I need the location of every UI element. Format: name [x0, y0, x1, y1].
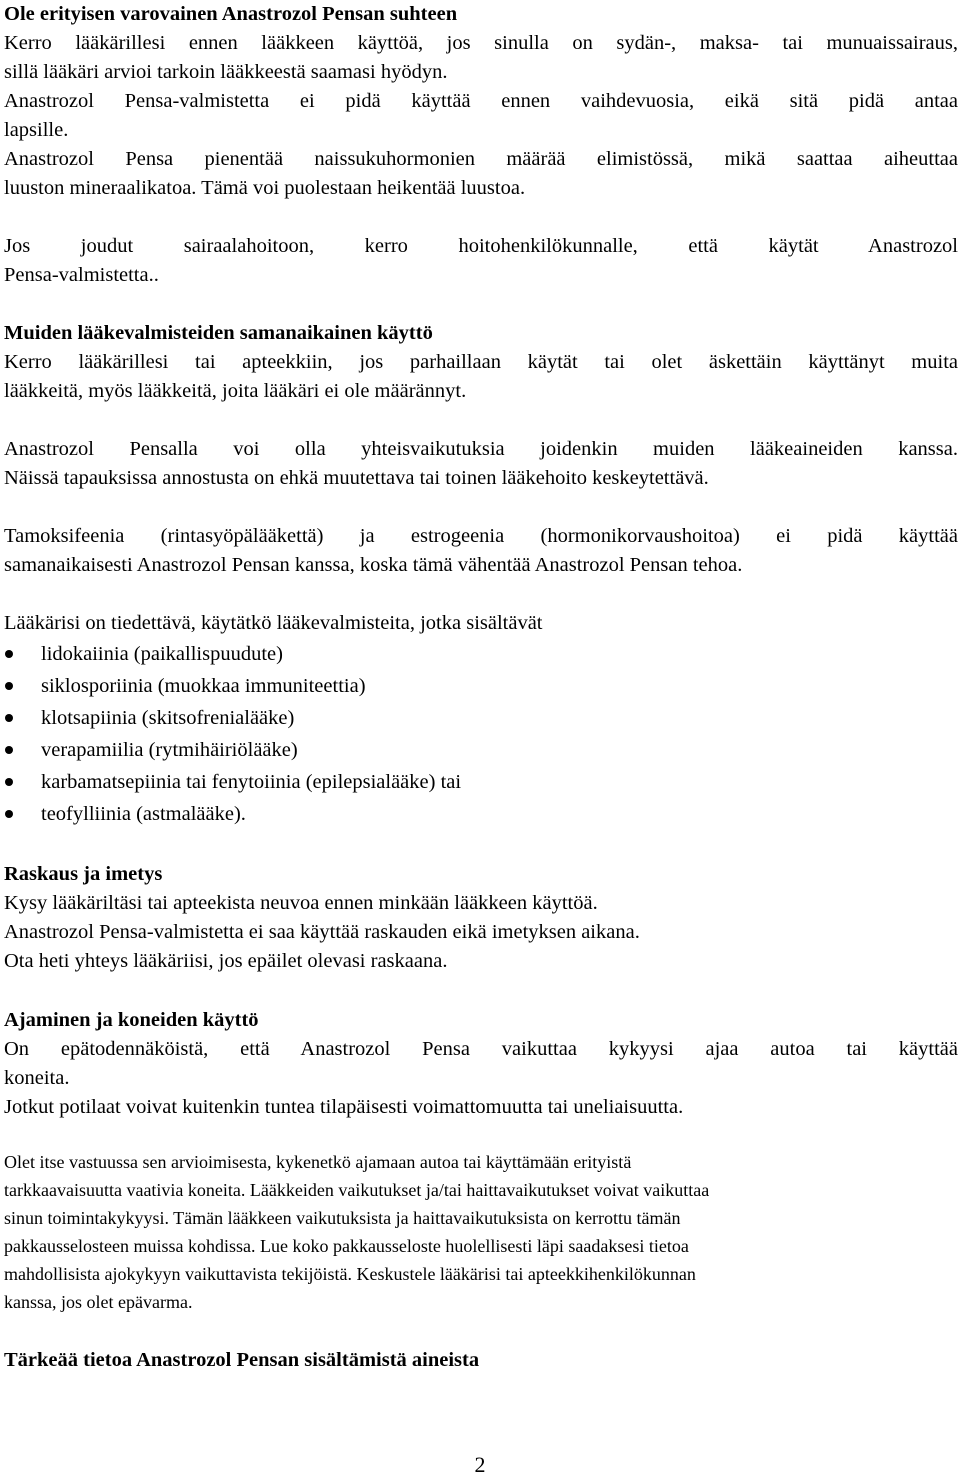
paragraph-line: Kerro lääkärillesi tai apteekkiin, jos parhaillaan käytät tai olet äskettäin käyttänyt muita [4, 351, 958, 373]
paragraph-line: lääkkeitä, myös lääkkeitä, joita lääkäri ei ole määrännyt. [4, 380, 467, 402]
section-pregnancy [4, 860, 958, 976]
list-item: karbamatsepiinia tai fenytoiinia (epilepsialääke) tai [4, 766, 958, 798]
section-heading: Muiden lääkevalmisteiden samanaikainen käyttö [4, 322, 433, 344]
paragraph-line: kanssa, jos olet epävarma. [4, 1292, 193, 1312]
paragraph-line: Tamoksifeenia (rintasyöpälääkettä) ja estrogeenia (hormonikorvaushoitoa) ei pidä käyttää [4, 525, 958, 547]
paragraph-line: tarkkaavaisuutta vaativia koneita. Lääkkeiden vaikutukset ja/tai haittavaikutukset voivat vaikuttaa [4, 1180, 710, 1200]
section-heading: Raskaus ja imetys [4, 863, 163, 885]
section-interactions [4, 319, 958, 830]
paragraph-line: mahdollisista ajokykyyn vaikuttavista tekijöistä. Keskustele lääkärisi tai apteekkihenkilökunnan [4, 1264, 696, 1284]
section-driving [4, 1006, 958, 1316]
section-ingredients [4, 1346, 958, 1375]
list-item: siklosporiinia (muokkaa immuniteettia) [4, 670, 958, 702]
paragraph-line: Jotkut potilaat voivat kuitenkin tuntea tilapäisesti voimattomuutta tai uneliaisuutta. [4, 1096, 684, 1118]
section-heading: Ole erityisen varovainen Anastrozol Pensan suhteen [4, 3, 458, 25]
bullet-icon [5, 778, 13, 786]
section-precautions [4, 0, 958, 290]
bullet-icon [5, 682, 13, 690]
paragraph-line: pakkausselosteen muissa kohdissa. Lue koko pakkausseloste huolellisesti läpi saadaksesi tietoa [4, 1236, 689, 1256]
bullet-icon [5, 650, 13, 658]
list-item: verapamiilia (rytmihäiriölääke) [4, 734, 958, 766]
paragraph-line: Jos joudut sairaalahoitoon, kerro hoitohenkilökunnalle, että käytät Anastrozol [4, 235, 958, 257]
paragraph-line: Anastrozol Pensalla voi olla yhteisvaikutuksia joidenkin muiden lääkeaineiden kanssa. [4, 438, 958, 460]
paragraph-line: Ota heti yhteys lääkäriisi, jos epäilet olevasi raskaana. [4, 950, 448, 972]
paragraph-line: Pensa-valmistetta.. [4, 264, 159, 286]
bullet-icon [5, 810, 13, 818]
paragraph-line: Olet itse vastuussa sen arvioimisesta, kykenetkö ajamaan autoa tai käyttämään erityistä [4, 1152, 632, 1172]
paragraph-line: Anastrozol Pensa-valmistetta ei pidä käyttää ennen vaihdevuosia, eikä sitä pidä antaa [4, 90, 958, 112]
list-item: lidokaiinia (paikallispuudute) [4, 638, 958, 670]
section-heading: Tärkeää tietoa Anastrozol Pensan sisältämistä aineista [4, 1349, 480, 1371]
paragraph-line: Anastrozol Pensa-valmistetta ei saa käyttää raskauden eikä imetyksen aikana. [4, 921, 640, 943]
page-number: 2 [474, 1452, 486, 1477]
paragraph-line: koneita. [4, 1067, 70, 1089]
paragraph-line: samanaikaisesti Anastrozol Pensan kanssa, koska tämä vähentää Anastrozol Pensan tehoa. [4, 554, 743, 576]
list-intro: Lääkärisi on tiedettävä, käytätkö lääkevalmisteita, jotka sisältävät [4, 612, 543, 634]
paragraph-line: Anastrozol Pensa pienentää naissukuhormonien määrää elimistössä, mikä saattaa aiheuttaa [4, 148, 958, 170]
paragraph-line: Kerro lääkärillesi ennen lääkkeen käyttöä, jos sinulla on sydän-, maksa- tai munuaissairaus, [4, 32, 958, 54]
list-item: teofylliinia (astmalääke). [4, 798, 958, 830]
bullet-icon [5, 746, 13, 754]
paragraph-line: luuston mineraalikatoa. Tämä voi puolestaan heikentää luustoa. [4, 177, 526, 199]
paragraph-line: Näissä tapauksissa annostusta on ehkä muutettava tai toinen lääkehoito keskeytettävä. [4, 467, 709, 489]
paragraph-line: sillä lääkäri arvioi tarkoin lääkkeestä saamasi hyödyn. [4, 61, 448, 83]
paragraph-line: On epätodennäköistä, että Anastrozol Pensa vaikuttaa kykyysi ajaa autoa tai käyttää [4, 1038, 958, 1060]
paragraph-line: sinun toimintakykyysi. Tämän lääkkeen vaikutuksista ja haittavaikutuksista on kerrottu tämän [4, 1208, 681, 1228]
list-item: klotsapiinia (skitsofrenialääke) [4, 702, 958, 734]
document-page [4, 0, 958, 1375]
section-heading: Ajaminen ja koneiden käyttö [4, 1009, 259, 1031]
medication-list [4, 638, 958, 830]
paragraph-line: Kysy lääkäriltäsi tai apteekista neuvoa ennen minkään lääkkeen käyttöä. [4, 892, 598, 914]
paragraph-line: lapsille. [4, 119, 69, 141]
bullet-icon [5, 714, 13, 722]
